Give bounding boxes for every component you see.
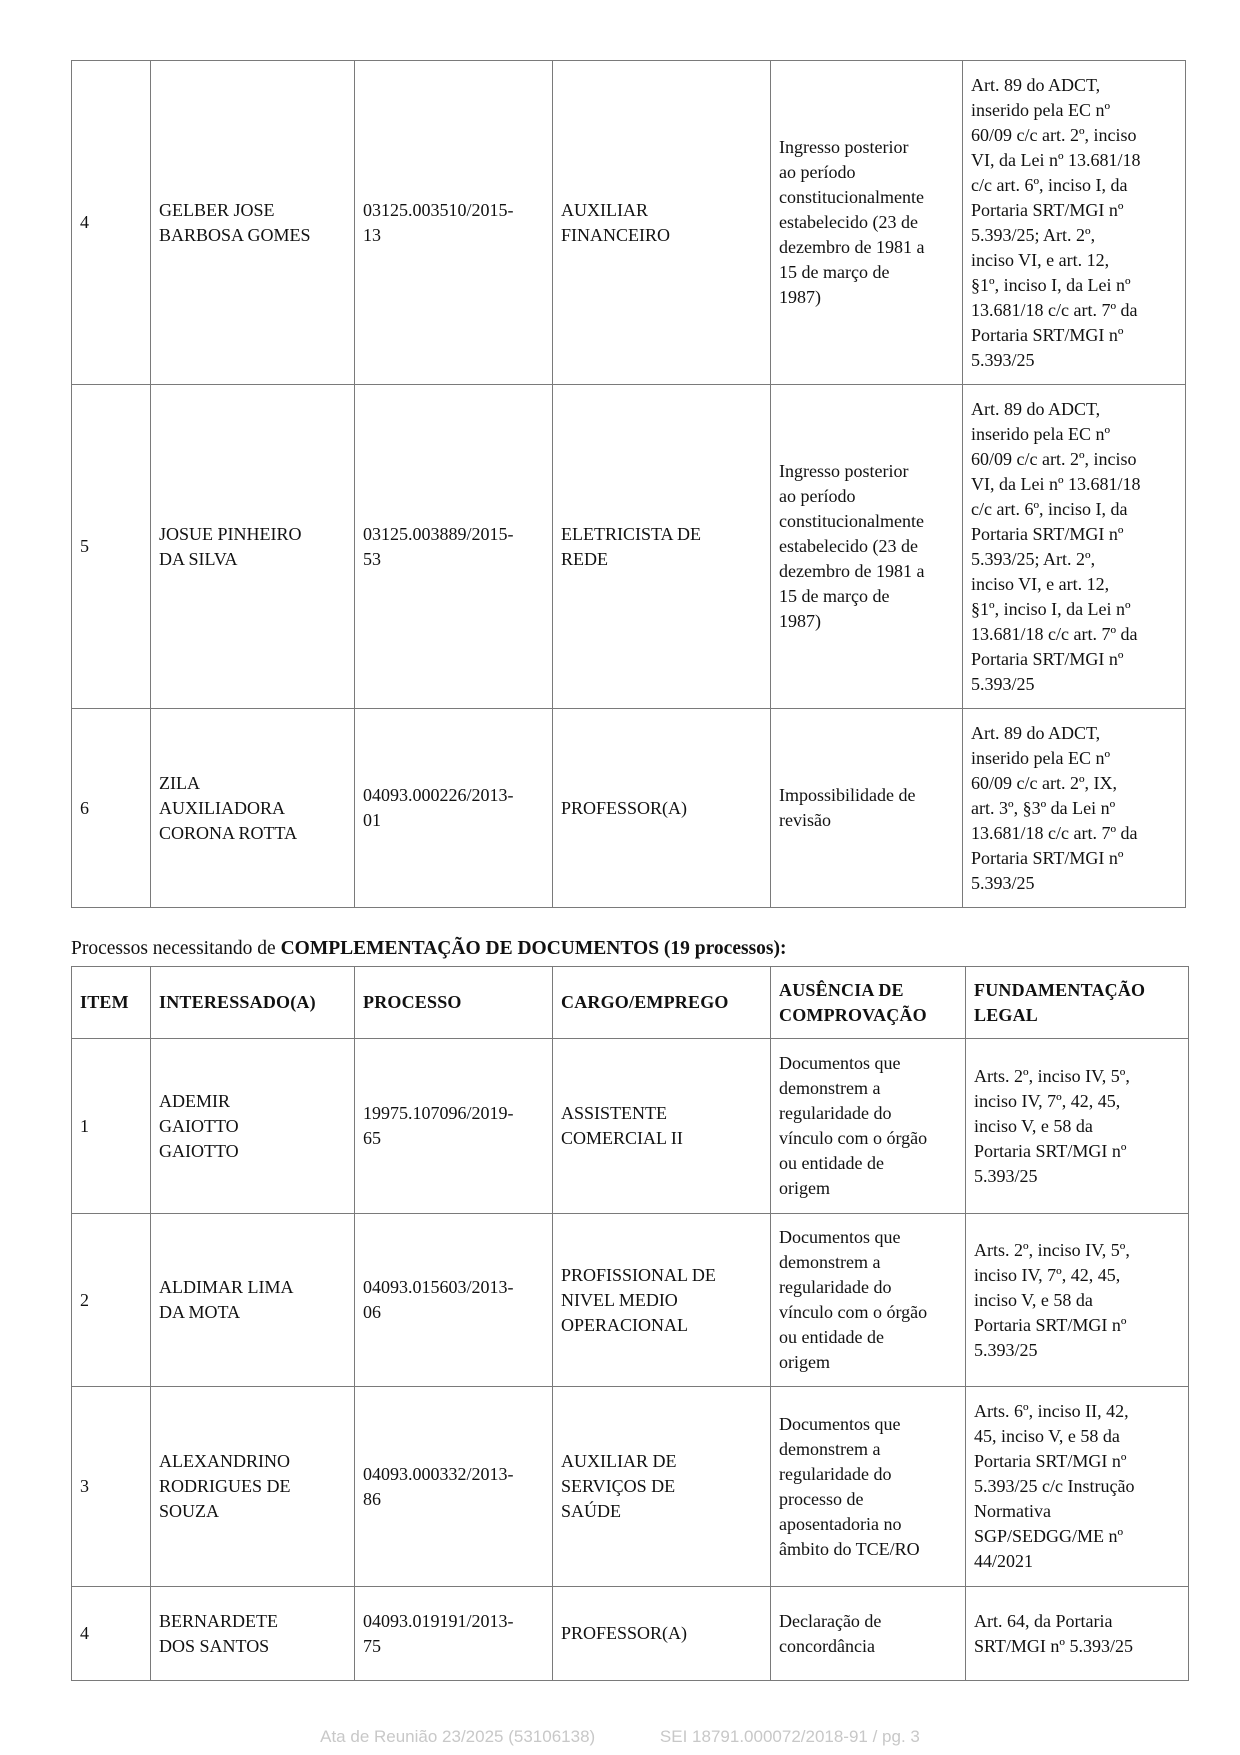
cell-interessado: ALDIMAR LIMA DA MOTA <box>151 1214 355 1387</box>
table-row <box>72 1587 1189 1681</box>
cell-motivo: Ingresso posterior ao período constitucionalmente estabelecido (23 de dezembro de 1981 a 15 de março de 1987) <box>771 61 963 385</box>
cell-ausencia: Documentos que demonstrem a regularidade do processo de aposentadoria no âmbito do TCE/RO <box>771 1387 966 1587</box>
cell-fundamentacao: Arts. 2º, inciso IV, 5º, inciso IV, 7º, 42, 45, inciso V, e 58 da Portaria SRT/MGI nº 5.393/25 <box>966 1039 1189 1214</box>
table-row <box>72 61 1186 385</box>
section-caption <box>71 936 787 961</box>
cell-processo: 04093.000332/2013- 86 <box>355 1387 553 1587</box>
header-processo: PROCESSO <box>355 967 553 1039</box>
cell-motivo: Impossibilidade de revisão <box>771 709 963 908</box>
table-row <box>72 1387 1189 1587</box>
header-fundamentacao: FUNDAMENTAÇÃO LEGAL <box>966 967 1189 1039</box>
cell-cargo: PROFESSOR(A) <box>553 709 771 908</box>
cell-item: 5 <box>72 385 151 709</box>
complementacao-table <box>71 966 1189 1681</box>
cell-item: 2 <box>72 1214 151 1387</box>
cell-processo: 04093.015603/2013- 06 <box>355 1214 553 1387</box>
processos-table-continued <box>71 60 1186 908</box>
cell-cargo: ASSISTENTE COMERCIAL II <box>553 1039 771 1214</box>
footer-sei-page: SEI 18791.000072/2018-91 / pg. 3 <box>659 1727 920 1746</box>
cell-fundamentacao: Art. 64, da Portaria SRT/MGI nº 5.393/25 <box>966 1587 1189 1681</box>
cell-fundamentacao: Art. 89 do ADCT, inserido pela EC nº 60/09 c/c art. 2º, inciso VI, da Lei nº 13.681/18 c/c art. 6º, inciso I, da Portaria SRT/MGI nº 5.393/25; Art. 2º, inciso VI, e art. 12, §1º, inciso I, da Lei nº 13.681/18 c/c art. 7º da Portaria SRT/MGI nº 5.393/25 <box>963 385 1186 709</box>
cell-cargo: PROFESSOR(A) <box>553 1587 771 1681</box>
cell-item: 6 <box>72 709 151 908</box>
table-row <box>72 1214 1189 1387</box>
cell-fundamentacao: Art. 89 do ADCT, inserido pela EC nº 60/09 c/c art. 2º, inciso VI, da Lei nº 13.681/18 c/c art. 6º, inciso I, da Portaria SRT/MGI nº 5.393/25; Art. 2º, inciso VI, e art. 12, §1º, inciso I, da Lei nº 13.681/18 c/c art. 7º da Portaria SRT/MGI nº 5.393/25 <box>963 61 1186 385</box>
cell-cargo: AUXILIAR DE SERVIÇOS DE SAÚDE <box>553 1387 771 1587</box>
cell-fundamentacao: Arts. 6º, inciso II, 42, 45, inciso V, e 58 da Portaria SRT/MGI nº 5.393/25 c/c Instrução Normativa SGP/SEDGG/ME nº 44/2021 <box>966 1387 1189 1587</box>
cell-cargo: ELETRICISTA DE REDE <box>553 385 771 709</box>
cell-processo: 19975.107096/2019- 65 <box>355 1039 553 1214</box>
cell-interessado: ADEMIR GAIOTTO GAIOTTO <box>151 1039 355 1214</box>
cell-item: 4 <box>72 1587 151 1681</box>
header-ausencia: AUSÊNCIA DE COMPROVAÇÃO <box>771 967 966 1039</box>
cell-interessado: ZILA AUXILIADORA CORONA ROTTA <box>151 709 355 908</box>
table-header-row <box>72 967 1189 1039</box>
cell-item: 4 <box>72 61 151 385</box>
cell-processo: 04093.019191/2013- 75 <box>355 1587 553 1681</box>
table-row <box>72 385 1186 709</box>
cell-interessado: JOSUE PINHEIRO DA SILVA <box>151 385 355 709</box>
cell-processo: 03125.003889/2015- 53 <box>355 385 553 709</box>
cell-item: 1 <box>72 1039 151 1214</box>
cell-motivo: Ingresso posterior ao período constitucionalmente estabelecido (23 de dezembro de 1981 a 15 de março de 1987) <box>771 385 963 709</box>
caption-prefix: Processos necessitando de <box>71 938 281 959</box>
footer-document-ref: Ata de Reunião 23/2025 (53106138) <box>320 1727 596 1746</box>
cell-ausencia: Documentos que demonstrem a regularidade do vínculo com o órgão ou entidade de origem <box>771 1214 966 1387</box>
cell-fundamentacao: Art. 89 do ADCT, inserido pela EC nº 60/09 c/c art. 2º, IX, art. 3º, §3º da Lei nº 13.681/18 c/c art. 7º da Portaria SRT/MGI nº 5.393/25 <box>963 709 1186 908</box>
cell-processo: 03125.003510/2015- 13 <box>355 61 553 385</box>
cell-item: 3 <box>72 1387 151 1587</box>
cell-ausencia: Declaração de concordância <box>771 1587 966 1681</box>
header-cargo: CARGO/EMPREGO <box>553 967 771 1039</box>
cell-interessado: ALEXANDRINO RODRIGUES DE SOUZA <box>151 1387 355 1587</box>
table-row <box>72 709 1186 908</box>
cell-processo: 04093.000226/2013- 01 <box>355 709 553 908</box>
cell-cargo: AUXILIAR FINANCEIRO <box>553 61 771 385</box>
cell-cargo: PROFISSIONAL DE NIVEL MEDIO OPERACIONAL <box>553 1214 771 1387</box>
caption-bold: COMPLEMENTAÇÃO DE DOCUMENTOS (19 processos): <box>280 938 787 959</box>
page-footer <box>0 1727 1240 1747</box>
cell-fundamentacao: Arts. 2º, inciso IV, 5º, inciso IV, 7º, 42, 45, inciso V, e 58 da Portaria SRT/MGI nº 5.393/25 <box>966 1214 1189 1387</box>
cell-interessado: BERNARDETE DOS SANTOS <box>151 1587 355 1681</box>
cell-interessado: GELBER JOSE BARBOSA GOMES <box>151 61 355 385</box>
header-item: ITEM <box>72 967 151 1039</box>
table-row <box>72 1039 1189 1214</box>
header-interessado: INTERESSADO(A) <box>151 967 355 1039</box>
cell-ausencia: Documentos que demonstrem a regularidade do vínculo com o órgão ou entidade de origem <box>771 1039 966 1214</box>
